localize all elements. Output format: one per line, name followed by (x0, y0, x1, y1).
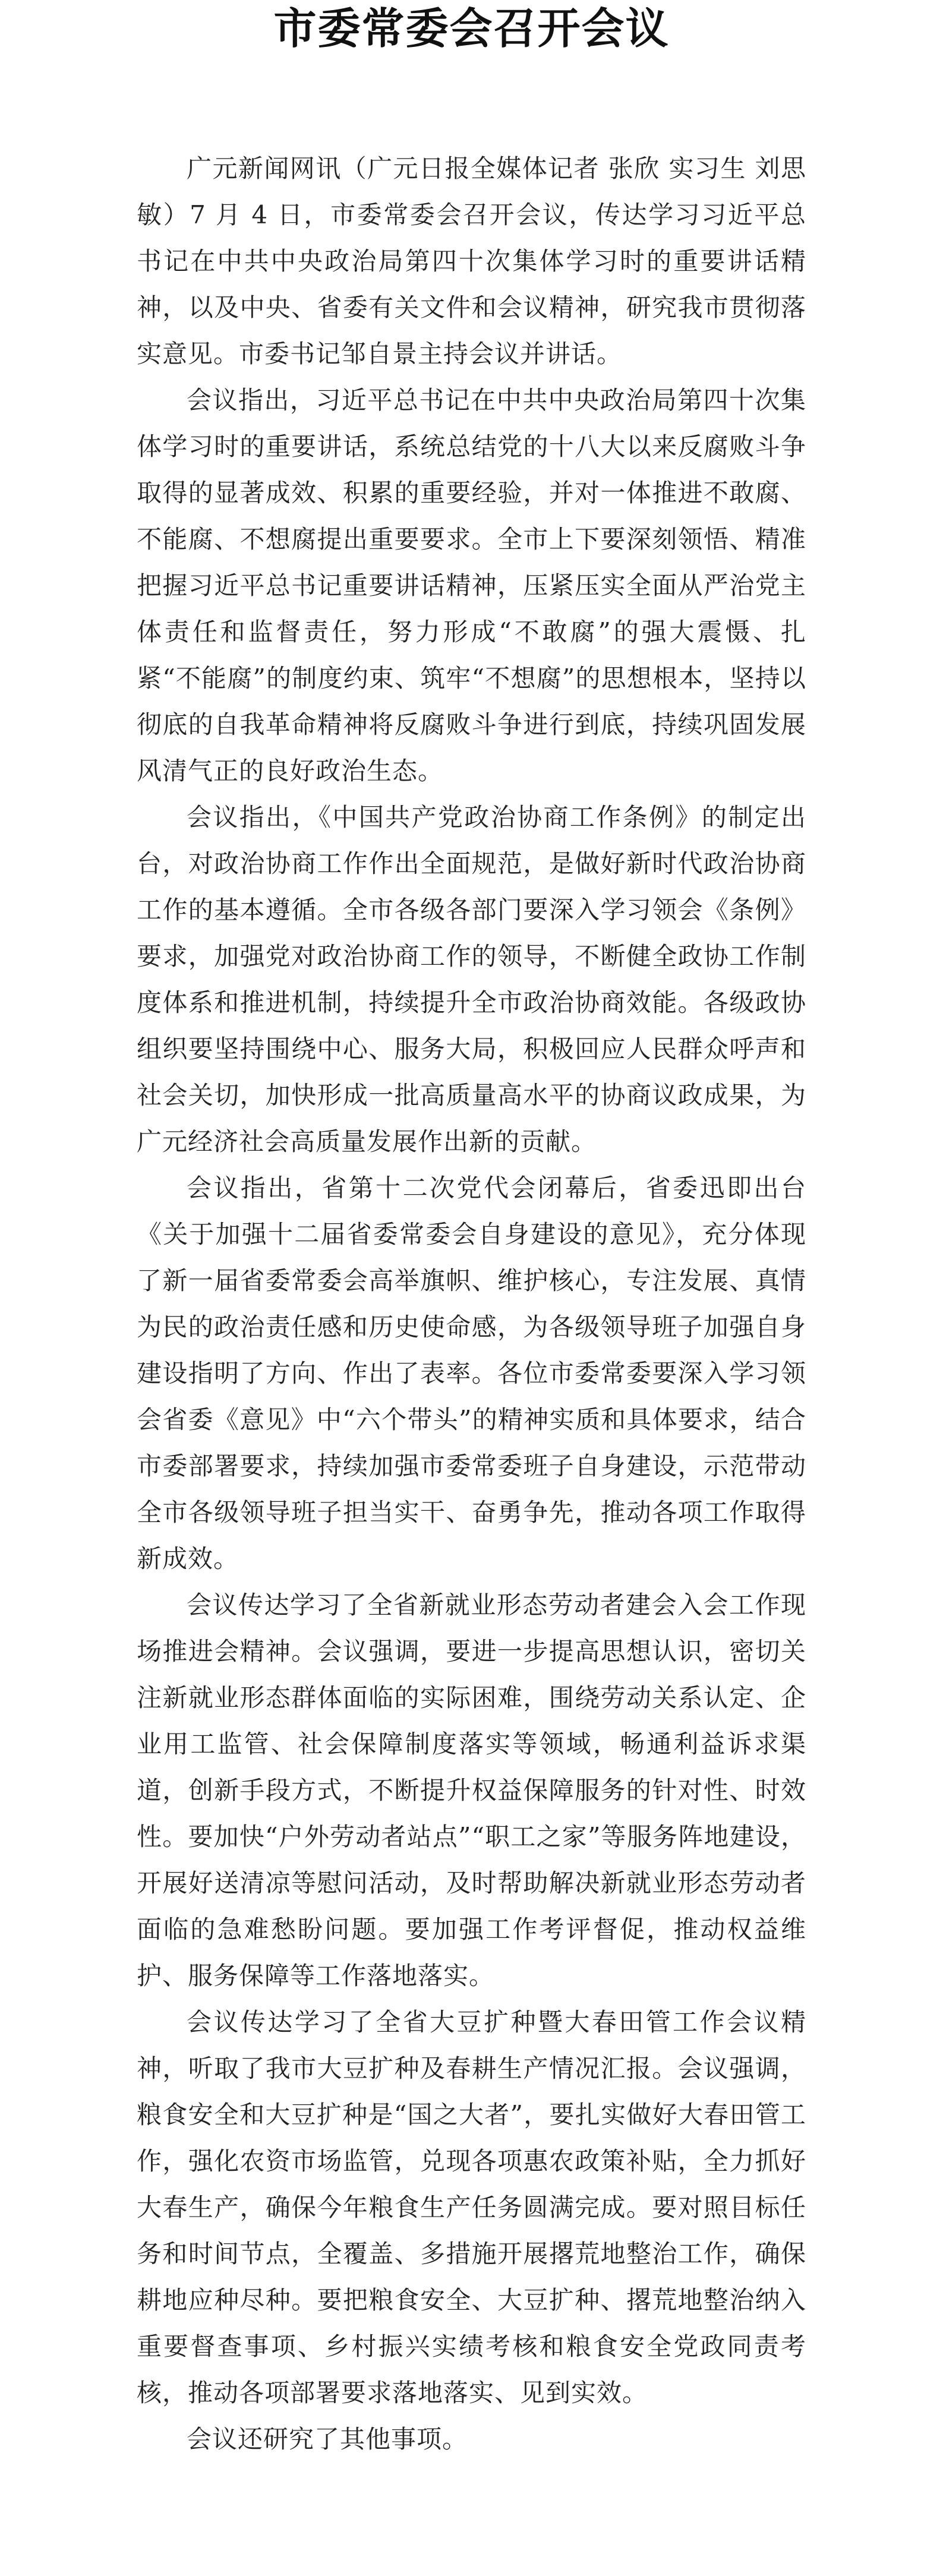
article-paragraph: 广元新闻网讯（广元日报全媒体记者 张欣 实习生 刘思敏）7 月 4 日，市委常委会召开会议，传达学习习近平总书记在中共中央政治局第四十次集体学习时的重要讲话精神，以及中央、省委有关文件和会议精神，研究我市贯彻落实意见。市委书记邹自景主持会议并讲话。 (137, 154, 806, 368)
article-paragraph: 会议传达学习了全省新就业形态劳动者建会入会工作现场推进会精神。会议强调，要进一步提高思想认识，密切关注新就业形态群体面临的实际困难，围绕劳动关系认定、企业用工监管、社会保障制度落实等领域，畅通利益诉求渠道，创新手段方式，不断提升权益保障服务的针对性、时效性。要加快“户外劳动者站点”“职工之家”等服务阵地建设，开展好送清凉等慰问活动，及时帮助解决新就业形态劳动者面临的急难愁盼问题。要加强工作考评督促，推动权益维护、服务保障等工作落地落实。 (137, 1590, 806, 1990)
article-paragraph: 会议指出，省第十二次党代会闭幕后，省委迅即出台《关于加强十二届省委常委会自身建设的意见》，充分体现了新一届省委常委会高举旗帜、维护核心，专注发展、真情为民的政治责任感和历史使命感，为各级领导班子加强自身建设指明了方向、作出了表率。各位市委常委要深入学习领会省委《意见》中“六个带头”的精神实质和具体要求，结合市委部署要求，持续加强市委常委班子自身建设，示范带动全市各级领导班子担当实干、奋勇争先，推动各项工作取得新成效。 (137, 1173, 806, 1573)
article-body (137, 146, 806, 2463)
article-paragraph: 会议传达学习了全省大豆扩种暨大春田管工作会议精神，听取了我市大豆扩种及春耕生产情况汇报。会议强调，粮食安全和大豆扩种是“国之大者”，要扎实做好大春田管工作，强化农资市场监管，兑现各项惠农政策补贴，全力抓好大春生产，确保今年粮食生产任务圆满完成。要对照目标任务和时间节点，全覆盖、多措施开展撂荒地整治工作，确保耕地应种尽种。要把粮食安全、大豆扩种、撂荒地整治纳入重要督查事项、乡村振兴实绩考核和粮食安全党政同责考核，推动各项部署要求落地落实、见到实效。 (137, 2007, 806, 2407)
article-paragraph: 会议指出，习近平总书记在中共中央政治局第四十次集体学习时的重要讲话，系统总结党的十八大以来反腐败斗争取得的显著成效、积累的重要经验，并对一体推进不敢腐、不能腐、不想腐提出重要要求。全市上下要深刻领悟、精准把握习近平总书记重要讲话精神，压紧压实全面从严治党主体责任和监督责任，努力形成“不敢腐”的强大震慑、扎紧“不能腐”的制度约束、筑牢“不想腐”的思想根本，坚持以彻底的自我革命精神将反腐败斗争进行到底，持续巩固发展风清气正的良好政治生态。 (137, 386, 806, 785)
article-paragraph: 会议还研究了其他事项。 (187, 2425, 468, 2454)
article-title: 市委常委会召开会议 (273, 3, 670, 53)
article-paragraph: 会议指出，《中国共产党政治协商工作条例》的制定出台，对政治协商工作作出全面规范，是做好新时代政治协商工作的基本遵循。全市各级各部门要深入学习领会《条例》要求，加强党对政治协商工作的领导，不断健全政协工作制度体系和推进机制，持续提升全市政治协商效能。各级政协组织要坚持围绕中心、服务大局，积极回应人民群众呼声和社会关切，加快形成一批高质量高水平的协商议政成果，为广元经济社会高质量发展作出新的贡献。 (137, 803, 806, 1156)
